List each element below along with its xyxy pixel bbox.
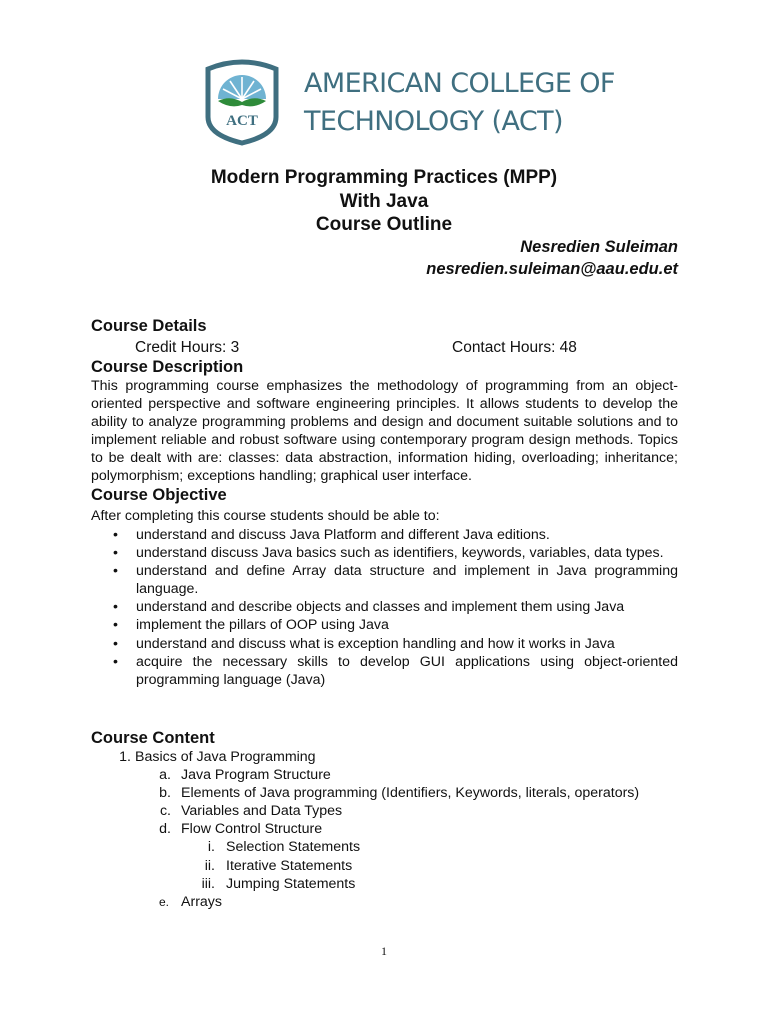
author-block bbox=[426, 237, 678, 280]
list-text: Selection Statements bbox=[226, 839, 361, 856]
svg-text:ACT: ACT bbox=[226, 113, 258, 129]
credit-hours: Credit Hours: 3 bbox=[135, 339, 240, 356]
college-logo bbox=[196, 55, 615, 150]
course-objective-intro: After completing this course students should be able to: bbox=[91, 508, 440, 524]
bullet-icon: • bbox=[113, 617, 118, 634]
list-text: Arrays bbox=[181, 893, 222, 910]
author-email: nesredien.suleiman@aau.edu.et bbox=[426, 259, 678, 278]
act-emblem-icon bbox=[196, 55, 288, 147]
list-number: a. bbox=[159, 767, 171, 784]
document-title bbox=[0, 166, 768, 237]
list-number: ii. bbox=[204, 857, 215, 874]
title-line3: Course Outline bbox=[315, 214, 453, 235]
bullet-icon: • bbox=[113, 527, 118, 543]
title-line2: With Java bbox=[339, 190, 429, 212]
college-name-line2: TECHNOLOGY (ACT) bbox=[304, 106, 563, 137]
contact-hours: Contact Hours: 48 bbox=[452, 339, 577, 356]
list-text: Flow Control Structure bbox=[181, 821, 323, 838]
objective-list bbox=[91, 526, 678, 689]
list-text: Elements of Java programming (Identifiers, Keywords, literals, operators) bbox=[181, 785, 640, 802]
course-details-heading: Course Details bbox=[91, 317, 207, 335]
course-description-text: This programming course emphasizes the methodology of programming from an object-oriented perspective and software engineering principles. It allows students to develop the ability to analyze programming problems and design and document suitable solutions and to implement reliable and robust software using contemporary program design methods. Topics to be dealt with are: classes: data abstraction, information hiding, overloading; inheritance; polymorphism; exceptions handling; graphical user interface. bbox=[91, 378, 678, 485]
author-name: Nesredien Suleiman bbox=[520, 238, 678, 256]
list-item: • understand discuss Java basics such as identifiers, keywords, variables, data types. bbox=[113, 545, 664, 562]
list-item: • acquire the necessary skills to develop GUI applications using object-oriented programming language (Java) bbox=[113, 653, 678, 688]
bullet-icon: • bbox=[113, 635, 118, 652]
list-number: e. bbox=[158, 894, 169, 909]
bullet-icon: • bbox=[113, 563, 118, 580]
list-item: • understand and define Array data structure and implement in Java programming language. bbox=[113, 563, 678, 598]
page-number: 1 bbox=[381, 944, 387, 958]
college-name bbox=[304, 65, 615, 141]
course-description-heading: Course Description bbox=[91, 358, 244, 376]
list-item: • understand and discuss what is exception handling and how it works in Java bbox=[113, 635, 615, 652]
course-objective-heading: Course Objective bbox=[91, 486, 227, 504]
list-number: 1. bbox=[119, 749, 131, 765]
list-text: Basics of Java Programming bbox=[135, 749, 316, 765]
list-number: d. bbox=[159, 821, 171, 838]
list-text: Variables and Data Types bbox=[181, 803, 343, 820]
bullet-icon: • bbox=[113, 653, 118, 670]
list-number: b. bbox=[159, 785, 171, 802]
list-text: Java Program Structure bbox=[181, 767, 331, 784]
bullet-icon: • bbox=[113, 545, 118, 562]
list-number: i. bbox=[207, 839, 215, 856]
college-name-line1: AMERICAN COLLEGE OF bbox=[304, 68, 615, 99]
title-line1: Modern Programming Practices (MPP) bbox=[210, 167, 558, 188]
bullet-icon: • bbox=[113, 599, 118, 616]
list-text: Iterative Statements bbox=[226, 857, 353, 874]
list-text: Jumping Statements bbox=[226, 875, 356, 892]
list-item: • understand and discuss Java Platform and different Java editions. bbox=[113, 527, 550, 543]
list-number: iii. bbox=[201, 875, 215, 892]
list-number: c. bbox=[159, 803, 171, 820]
course-content-heading: Course Content bbox=[91, 729, 215, 747]
list-item: • implement the pillars of OOP using Java bbox=[113, 617, 389, 634]
list-item: • understand and describe objects and classes and implement them using Java bbox=[113, 599, 625, 616]
